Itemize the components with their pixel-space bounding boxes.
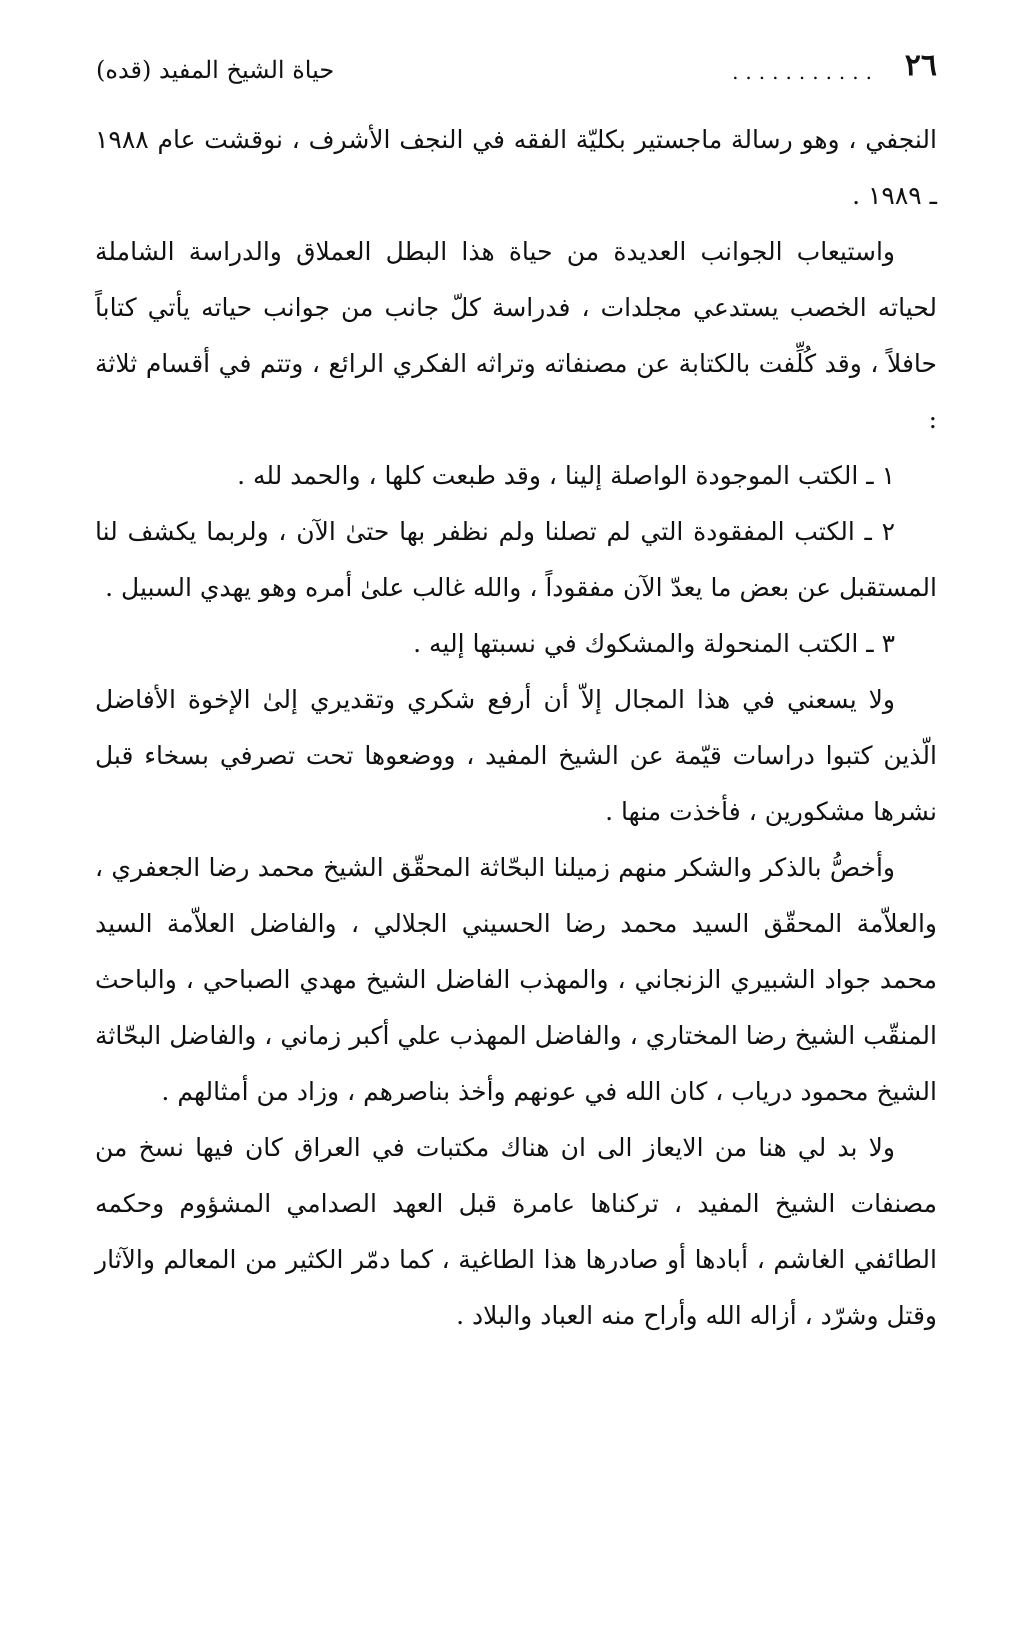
list-item-lost-books: ٢ ـ الكتب المفقودة التي لم تصلنا ولم نظفر بها حتىٰ الآن ، ولربما يكشف لنا المستقبل عن بعض ما يعدّ الآن مفقوداً ، والله غالب علىٰ أمره وهو يهدي السبيل . xyxy=(95,517,937,602)
running-title: حياة الشيخ المفيد (قده) xyxy=(96,56,335,84)
header-dot-leader: ........... xyxy=(732,60,879,84)
list-item-existing-books: ١ ـ الكتب الموجودة الواصلة إلينا ، وقد طبعت كلها ، والحمد لله . xyxy=(237,461,895,490)
paragraph-thanks: ولا يسعني في هذا المجال إلاّ أن أرفع شكري وتقديري إلىٰ الإخوة الأفاضل الّذين كتبوا دراسات قيّمة عن الشيخ المفيد ، ووضعوها تحت تصرفي بسخاء قبل نشرها مشكورين ، فأخذت منها . xyxy=(95,685,937,826)
page-number: ٢٦ xyxy=(904,48,937,83)
page-header xyxy=(96,42,937,92)
paragraph-libraries: ولا بد لي هنا من الايعاز الى ان هناك مكتبات في العراق كان فيها نسخ من مصنفات الشيخ المفيد ، تركناها عامرة قبل العهد الصدامي المشؤوم وحكمه الطائفي الغاشم ، أبادها أو صادرها هذا الطاغية ، كما دمّر الكثير من المعالم والآثار وقتل وشرّد ، أزاله الله وأراح منه العباد والبلاد . xyxy=(95,1133,937,1330)
paragraph-acknowledgements: وأخصُّ بالذكر والشكر منهم زميلنا البحّاثة المحقّق الشيخ محمد رضا الجعفري ، والعلاّمة المحقّق السيد محمد رضا الحسيني الجلالي ، والفاضل العلاّمة السيد محمد جواد الشبيري الزنجاني ، والمهذب الفاضل الشيخ مهدي الصباحي ، والباحث المنقّب الشيخ رضا المختاري ، والفاضل المهذب علي أكبر زماني ، والفاضل البحّاثة الشيخ محمود درياب ، كان الله في عونهم وأخذ بناصرهم ، وزاد من أمثالهم . xyxy=(95,853,937,1106)
paragraph-scope: واستيعاب الجوانب العديدة من حياة هذا البطل العملاق والدراسة الشاملة لحياته الخصب يستدعي مجلدات ، فدراسة كلّ جانب من جوانب حياته يأتي كتاباً حافلاً ، وقد كُلِّفت بالكتابة عن مصنفاته وتراثه الفكري الرائع ، وتتم في أقسام ثلاثة : xyxy=(95,237,937,434)
paragraph-thesis-note: النجفي ، وهو رسالة ماجستير بكليّة الفقه في النجف الأشرف ، نوقشت عام ١٩٨٨ ـ ١٩٨٩ . xyxy=(95,125,937,210)
list-item-attributed-books: ٣ ـ الكتب المنحولة والمشكوك في نسبتها إليه . xyxy=(413,629,895,658)
page-body xyxy=(95,112,937,1344)
